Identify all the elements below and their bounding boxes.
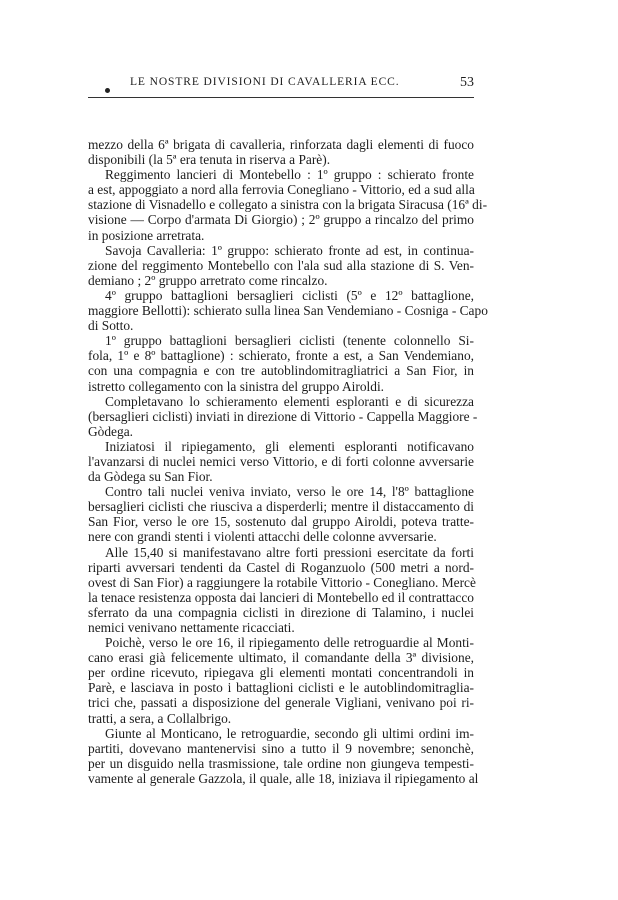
paragraph: [88, 439, 474, 484]
paragraph: [88, 484, 474, 544]
paragraph: [88, 287, 488, 334]
text-line: in posizione arretrata.: [88, 227, 205, 243]
paragraph: [88, 725, 479, 786]
text-line: l'avanzarsi di nuclei nemici verso Vittorio, e di forti colonne avversarie: [88, 453, 474, 469]
text-line: istretto collegamento con la sinistra del gruppo Airoldi.: [88, 378, 385, 394]
text-line: vamente al generale Gazzola, il quale, alle 18, iniziava il ripiegamento al: [88, 770, 479, 786]
text-line: sferrato da una compagnia ciclisti in direzione di Talamino, i nuclei: [88, 604, 474, 620]
running-title: LE NOSTRE DIVISIONI DI CAVALLERIA ECC.: [130, 76, 400, 88]
text-line: nemici venivano nettamente ricacciati.: [88, 620, 295, 635]
text-line: di Sotto.: [88, 318, 134, 334]
running-header: [88, 76, 474, 92]
paragraph: [88, 333, 474, 393]
text-line: Contro tali nuclei veniva inviato, verso le ore 14, l'8º battaglione: [105, 484, 474, 500]
text-line: per ordine ricevuto, ripiegava gli elementi montati concentrandoli in: [88, 665, 474, 681]
text-line: nere con grandi stenti i violenti attacchi delle colonne avversarie.: [88, 529, 437, 545]
text-line: Alle 15,40 si manifestavano altre forti pressioni esercitate da forti: [105, 544, 474, 560]
text-line: trici che, passati a disposizione del generale Vigliani, venivano poi ri-: [88, 695, 474, 711]
page-body: [88, 137, 488, 786]
text-line: Completavano lo schieramento elementi esploranti e di sicurezza: [105, 393, 474, 409]
paragraph: [88, 243, 474, 288]
text-line: disponibili (la 5ª era tenuta in riserva a Parè).: [88, 152, 331, 168]
text-line: Gòdega.: [88, 423, 133, 439]
text-line: Parè, e lasciava in posto i battaglioni ciclisti e le autoblindomitraglia-: [88, 680, 474, 696]
text-line: partiti, dovevano mantenervisi sino a tutto il 9 novembre; senonchè,: [88, 740, 474, 756]
text-line: stazione di Visnadello e collegato a sinistra con la brigata Siracusa (16ª di-: [88, 197, 488, 213]
paragraph: [88, 137, 474, 167]
text-line: cano erasi già felicemente ultimato, il comandante della 3ª divisione,: [88, 650, 474, 666]
text-line: mezzo della 6ª brigata di cavalleria, rinforzata dagli elementi di fuoco: [88, 137, 474, 152]
text-line: fola, 1º e 8º battaglione) : schierato, fronte a est, a San Vendemiano,: [88, 348, 474, 364]
text-line: San Fior, verso le ore 15, sostenuto dal gruppo Airoldi, poteva tratte-: [88, 514, 474, 530]
text-line: zione del reggimento Montebello con l'ala sud alla stazione di S. Ven-: [88, 257, 474, 273]
paragraph: [88, 545, 474, 636]
text-line: Iniziatosi il ripiegamento, gli elementi esploranti notificavano: [105, 438, 474, 454]
text-line: la tenace resistenza opposta dai lancieri di Montebello ed il contrattacco: [88, 589, 474, 605]
text-line: 4º gruppo battaglioni bersaglieri ciclisti (5º e 12º battaglione,: [105, 287, 474, 303]
text-line: Poichè, verso le ore 16, il ripiegamento delle retroguardie al Monti-: [105, 635, 474, 651]
text-line: a est, appoggiato a nord alla ferrovia Conegliano - Vittorio, ed a sud alla: [88, 182, 475, 198]
text-line: demiano ; 2º gruppo arretrato come rincalzo.: [88, 272, 328, 288]
text-line: 1º gruppo battaglioni bersaglieri ciclisti (tenente colonnello Si-: [105, 333, 474, 349]
text-line: maggiore Bellotti): schierato sulla linea San Vendemiano - Cosniga - Capo: [88, 303, 488, 319]
text-line: da Gòdega su San Fior.: [88, 469, 213, 485]
header-rule: [88, 97, 474, 98]
text-line: Savoja Cavalleria: 1º gruppo: schierato fronte ad est, in continua-: [105, 242, 474, 258]
text-line: ovest di San Fior) a raggiungere la rotabile Vittorio - Conegliano. Mercè: [88, 574, 476, 590]
paragraph: [88, 635, 474, 726]
text-line: per un disguido nella trasmissione, tale ordine non giungeva tempesti-: [88, 755, 474, 771]
paragraph: [88, 393, 478, 439]
page-number: 53: [460, 75, 474, 90]
text-line: riparti avversari tendenti da Castel di Roganzuolo (500 metri a nord-: [88, 559, 474, 575]
text-line: con una compagnia e con tre autoblindomitragliatrici a San Fior, in: [88, 363, 474, 379]
text-line: (bersaglieri ciclisti) inviati in direzione di Vittorio - Cappella Maggiore -: [88, 408, 478, 424]
text-line: Giunte al Monticano, le retroguardie, secondo gli ultimi ordini im-: [105, 725, 474, 741]
text-line: tratti, a sera, a Collalbrigo.: [88, 710, 232, 726]
text-line: Reggimento lancieri di Montebello : 1º gruppo : schierato fronte: [105, 167, 474, 183]
text-line: visione — Corpo d'armata Di Giorgio) ; 2º gruppo a rincalzo del primo: [88, 212, 474, 228]
text-line: bersaglieri ciclisti che riusciva a disperderli; mentre il distaccamento di: [88, 499, 474, 515]
paragraph: [88, 167, 488, 243]
